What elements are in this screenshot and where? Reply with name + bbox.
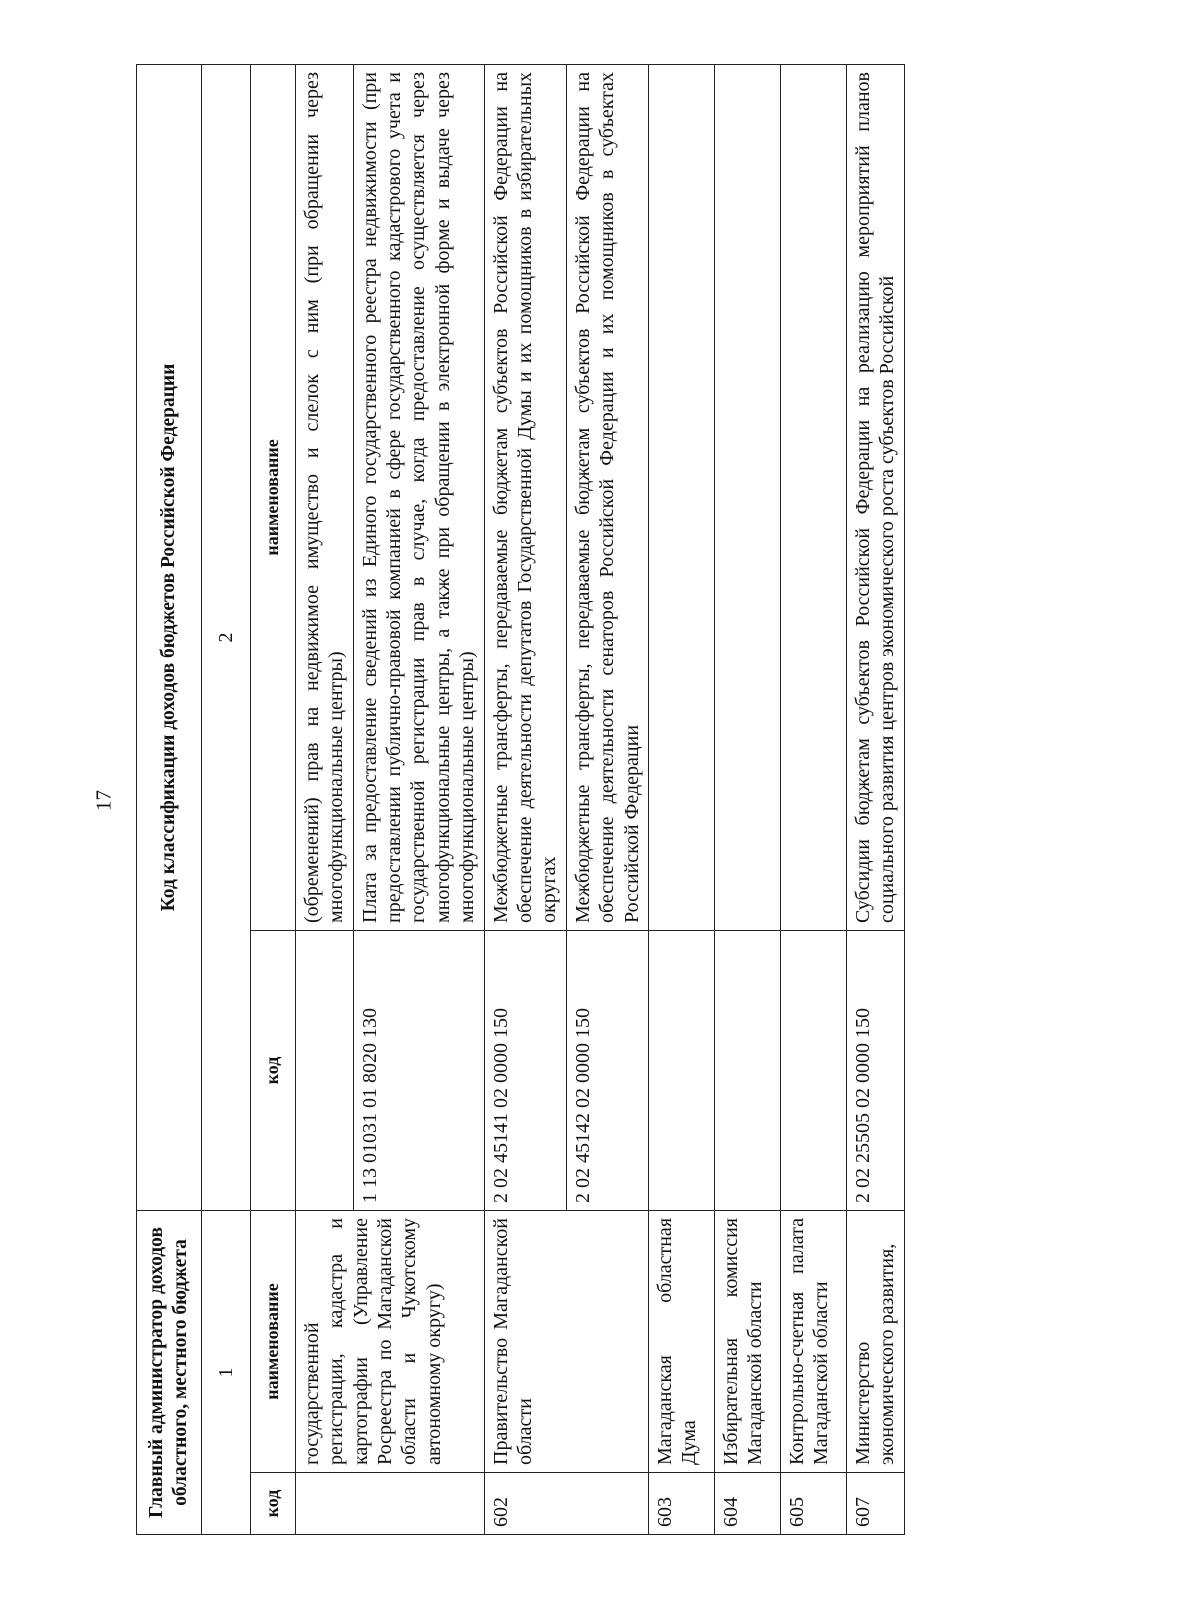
admin-code-cell: 602 — [484, 1473, 648, 1535]
income-code-cell — [714, 930, 780, 1210]
admin-name-cell: Правительство Магаданской области — [484, 1210, 648, 1472]
income-code-cell — [295, 930, 353, 1210]
admin-code-cell: 603 — [648, 1473, 714, 1535]
admin-name-cell: Магаданская областная Дума — [648, 1210, 714, 1472]
income-code-cell — [780, 930, 846, 1210]
rotated-table-container — [136, 65, 1070, 1535]
admin-name-cell: Избирательная комиссия Магаданской области — [714, 1210, 780, 1472]
table-row — [714, 64, 780, 1534]
header-income-code: код — [250, 930, 295, 1210]
admin-code-cell: 605 — [780, 1473, 846, 1535]
income-name-cell: (обременений) прав на недвижимое имущество и слелок с ним (при обращении через многофункциональные центры) — [295, 64, 353, 930]
table-row — [846, 64, 904, 1534]
header-admin-code: код — [250, 1473, 295, 1535]
admin-code-cell — [295, 1473, 484, 1535]
header-admin-group: Главный администратор доходов областного, местного бюджета — [137, 1210, 202, 1534]
header-admin-name: наименование — [250, 1210, 295, 1472]
income-name-cell: Плата за предоставление сведений из Единого государственного реестра недвижимости (при предоставлении публично-правовой компанией в сфере государственного кадастрового учета и государственной регистрации прав в случае, когда предоставление осуществляется через многофункциональные центры, а также при обращении в электронной форме и выдаче через многофункциональные центры) — [353, 64, 484, 930]
income-name-cell: Субсидии бюджетам субъектов Российской Федерации на реализацию мероприятий планов социального развития центров экономического роста субъектов Российской — [846, 64, 904, 930]
admin-code-cell: 607 — [846, 1473, 904, 1535]
table-row — [780, 64, 846, 1534]
income-name-cell — [780, 64, 846, 930]
header-income-name: наименование — [250, 64, 295, 930]
table-row — [295, 64, 353, 1534]
header-column-number-1: 1 — [201, 1210, 250, 1534]
admin-code-cell: 604 — [714, 1473, 780, 1535]
income-code-cell: 2 02 45141 02 0000 150 — [484, 930, 566, 1210]
income-code-cell: 2 02 45142 02 0000 150 — [566, 930, 648, 1210]
page-number: 17 — [91, 790, 116, 811]
income-name-cell: Межбюджетные трансферты, передаваемые бюджетам субъектов Российской Федерации на обеспечение деятельности депутатов Государственной Думы и их помощников в избирательных округах — [484, 64, 566, 930]
income-code-cell: 1 13 01031 01 8020 130 — [353, 930, 484, 1210]
table-row — [484, 64, 566, 1534]
income-name-cell: Межбюджетные трансферты, передаваемые бюджетам субъектов Российской Федерации на обеспечение деятельности сенаторов Российской Федерации и их помощников в субъектах Российской Федерации — [566, 64, 648, 930]
income-code-cell: 2 02 25505 02 0000 150 — [846, 930, 904, 1210]
table-body — [295, 64, 904, 1534]
revenue-classification-table — [136, 64, 905, 1535]
header-classification-group: Код классификации доходов бюджетов Российской Федерации — [137, 64, 202, 1210]
table-row — [648, 64, 714, 1534]
admin-name-cell: государственной регистрации, кадастра и картографии (Управление Росреестра по Магаданской области и Чукотскому автономному округу) — [295, 1210, 484, 1472]
header-column-number-2: 2 — [201, 64, 250, 1210]
admin-name-cell: Министерство экономического развития, — [846, 1210, 904, 1472]
income-code-cell — [648, 930, 714, 1210]
income-name-cell — [648, 64, 714, 930]
income-name-cell — [714, 64, 780, 930]
admin-name-cell: Контрольно-счетная палата Магаданской области — [780, 1210, 846, 1472]
